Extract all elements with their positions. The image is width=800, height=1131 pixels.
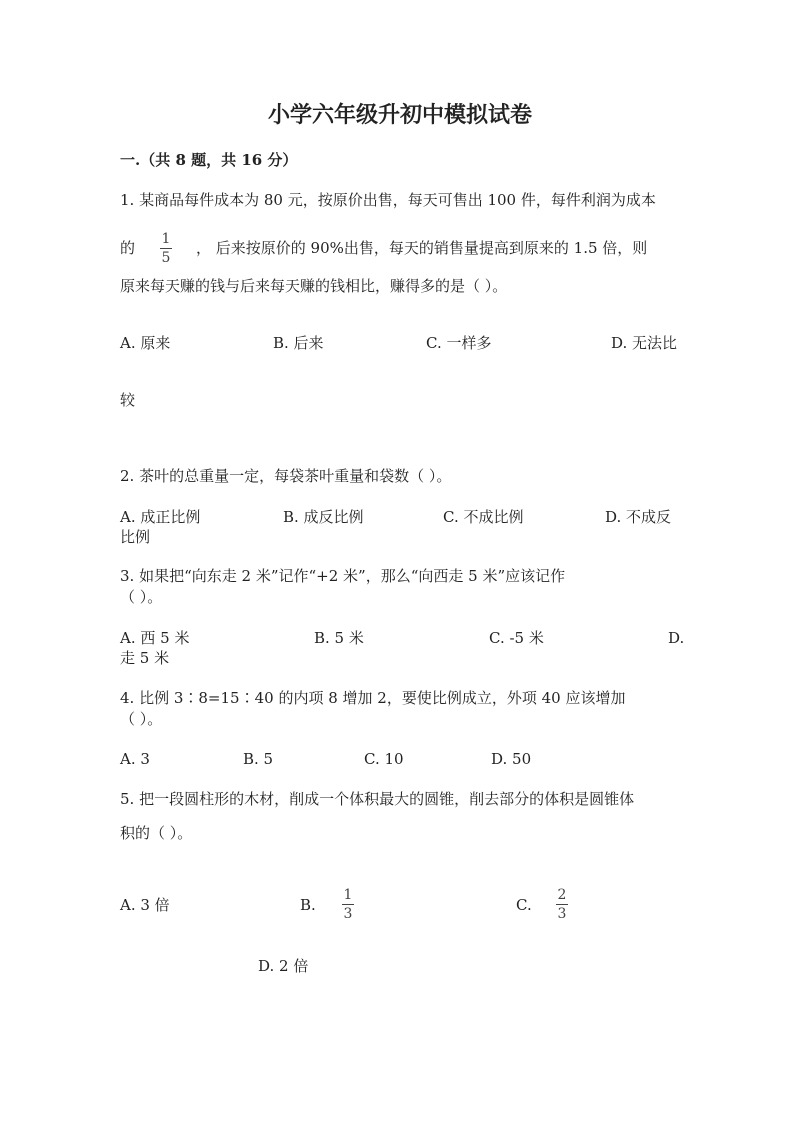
q2-option-d-wrap: 比例: [120, 528, 151, 546]
q1-line-2-prefix: 的: [120, 239, 136, 257]
q3-line-2: （ ）。: [120, 588, 163, 606]
q2-option-b[interactable]: B. 成反比例: [283, 508, 364, 526]
fraction-bar: [556, 904, 568, 905]
fraction-denominator: 3: [557, 906, 567, 922]
q3-option-b[interactable]: B. 5 米: [314, 629, 364, 647]
fraction-bar: [342, 904, 354, 905]
q1-option-a[interactable]: A. 原来: [120, 334, 171, 352]
q5-option-b-fraction: [342, 887, 354, 922]
q3-option-d[interactable]: D.: [668, 629, 685, 647]
q1-option-d-wrap: 较: [120, 391, 136, 409]
fraction-numerator: 1: [343, 887, 353, 903]
q3-line-1: 3. 如果把“向东走 2 米”记作“+2 米”，那么“向西走 5 米”应该记作: [120, 567, 566, 585]
q2-option-a[interactable]: A. 成正比例: [120, 508, 201, 526]
q1-option-c[interactable]: C. 一样多: [426, 334, 492, 352]
q4-line-1: 4. 比例 3∶8=15∶40 的内项 8 增加 2，要使比例成立，外项 40 应该增加: [120, 689, 626, 707]
q3-option-c[interactable]: C. -5 米: [489, 629, 544, 647]
q1-option-d[interactable]: D. 无法比: [611, 334, 678, 352]
q2-option-c[interactable]: C. 不成比例: [443, 508, 524, 526]
q2-option-d[interactable]: D. 不成反: [605, 508, 672, 526]
fraction-denominator: 5: [161, 250, 171, 266]
q1-line-3: 原来每天赚的钱与后来每天赚的钱相比，赚得多的是（ ）。: [120, 277, 508, 295]
page-title: 小学六年级升初中模拟试卷: [267, 102, 532, 128]
q5-option-d[interactable]: D. 2 倍: [258, 957, 309, 975]
q5-option-c[interactable]: C.: [516, 896, 532, 914]
q4-option-c[interactable]: C. 10: [364, 750, 404, 768]
q1-line-2-rest: ， 后来按原价的 90%出售，每天的销售量提高到原来的 1.5 倍，则: [196, 239, 648, 257]
q4-option-d[interactable]: D. 50: [491, 750, 532, 768]
fraction-numerator: 2: [557, 887, 567, 903]
q1-fraction: [160, 231, 172, 266]
fraction-denominator: 3: [343, 906, 353, 922]
q1-line-1: 1. 某商品每件成本为 80 元，按原价出售，每天可售出 100 件，每件利润为成本: [120, 191, 656, 209]
q5-line-2: 积的（ ）。: [120, 824, 193, 842]
section-heading: 一.（共 8 题，共 16 分）: [120, 151, 298, 169]
q5-option-b[interactable]: B.: [300, 896, 316, 914]
q4-option-b[interactable]: B. 5: [243, 750, 274, 768]
q5-option-a[interactable]: A. 3 倍: [120, 896, 170, 914]
q3-option-a[interactable]: A. 西 5 米: [120, 629, 190, 647]
fraction-numerator: 1: [161, 231, 171, 247]
q3-option-d-wrap: 走 5 米: [120, 649, 170, 667]
q5-option-c-fraction: [556, 887, 568, 922]
q2-text: 2. 茶叶的总重量一定，每袋茶叶重量和袋数（ ）。: [120, 467, 452, 485]
fraction-bar: [160, 248, 172, 249]
q5-line-1: 5. 把一段圆柱形的木材，削成一个体积最大的圆锥，削去部分的体积是圆锥体: [120, 790, 635, 808]
q4-line-2: （ ）。: [120, 710, 163, 728]
q1-option-b[interactable]: B. 后来: [273, 334, 324, 352]
q4-option-a[interactable]: A. 3: [120, 750, 150, 768]
